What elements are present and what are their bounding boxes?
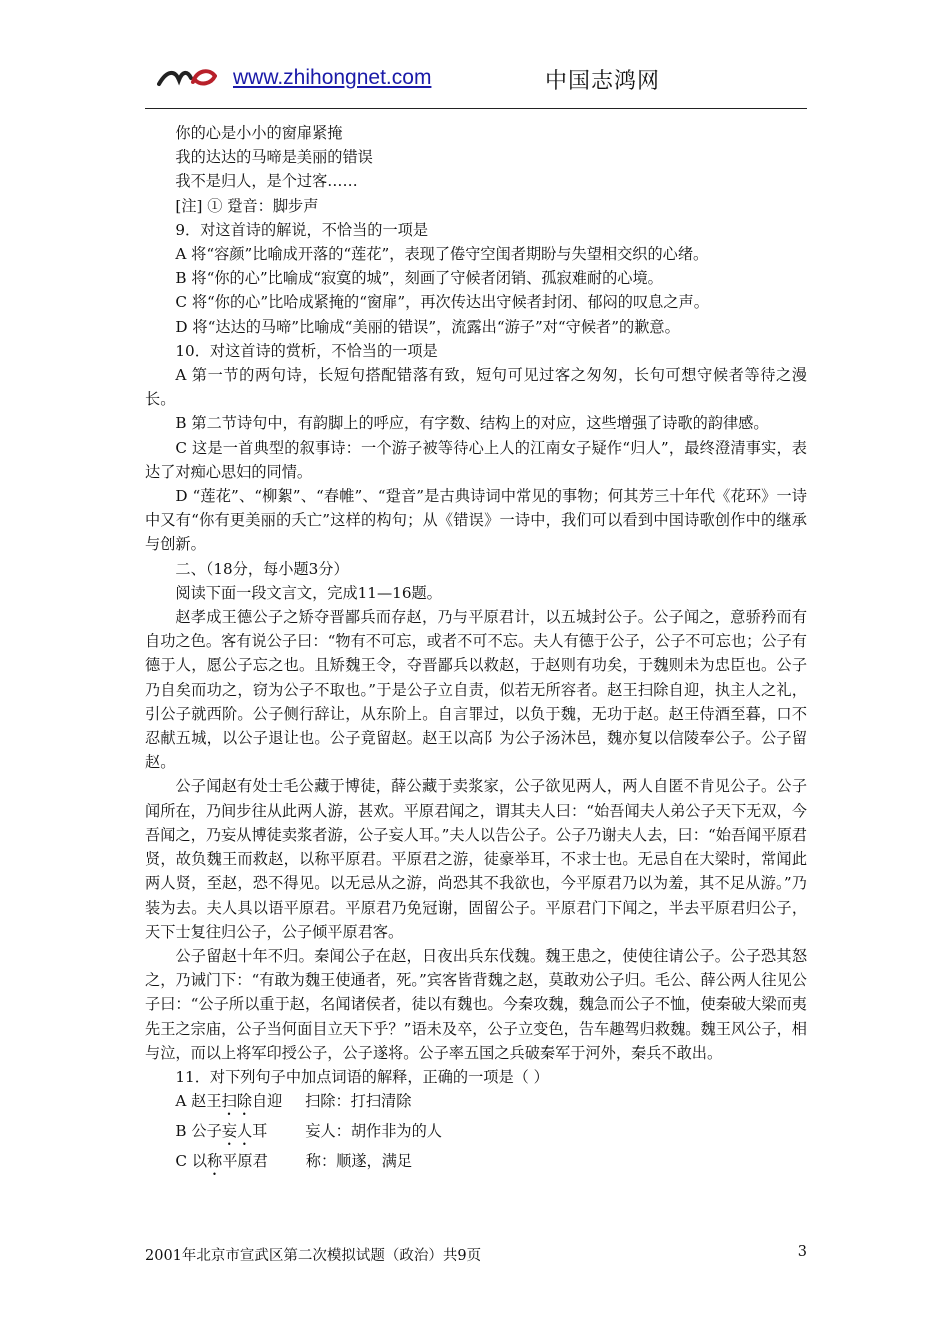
question-10-option-c: C 这是一首典型的叙事诗：一个游子被等待心上人的江南女子疑作“归人”，最终澄清事实，表达了对痴心思妇的同情。 (145, 438, 807, 481)
poem-line: 我的达达的马啼是美丽的错误 (175, 148, 373, 167)
question-10-option-b: B 第二节诗句中，有韵脚上的呼应，有字数、结构上的对应，这些增强了诗歌的韵律感。 (175, 414, 769, 433)
dotted-term: 称 (207, 1152, 223, 1171)
classical-text-paragraph: 赵孝成王德公子之矫夺晋鄙兵而存赵，乃与平原君计，以五城封公子。公子闻之，意骄矜而有自功之色。客有说公子曰：“物有不可忘，或者不可不忘。夫人有德于公子，公子不可忘也；公子有德于人，愿公子忘之也。且矫魏王令，夺晋鄙兵以救赵，于赵则有功矣，于魏则未为忠臣也。公子乃自矣而功之，窃为公子不取也。”于是公子立自责，似若无所容者。赵王扫除自迎，执主人之礼，引公子就西阶。公子侧行辞让，从东阶上。自言罪过，以负于魏，无功于赵。赵王侍酒至暮，口不忍献五城，以公子退让也。公子竟留赵。赵王以高阝为公子汤沐邑，魏亦复以信陵奉公子。公子留赵。 (145, 608, 807, 772)
term-gloss: 妄人：胡作非为的人 (305, 1122, 442, 1141)
site-url-link[interactable]: www.zhihongnet.com (233, 66, 432, 89)
section-2-title: 二、（18分，每小题3分） (175, 559, 349, 578)
page-header (145, 58, 807, 109)
question-10-option-d: D “莲花”、“柳絮”、“春帷”、“跫音”是古典诗词中常见的事物；何其芳三十年代《花环》一诗中又有“你有更美丽的夭亡”这样的构句；从《错误》一诗中，我们可以看到中国诗歌创作中的继承与创新。 (145, 487, 807, 554)
question-9-option-c: C 将“你的心”比哈成紧掩的“窗扉”，再次传达出守候者封闭、郁闷的叹息之声。 (175, 293, 709, 312)
question-11-option-c: C 以称平原君 称：顺遂，满足 (175, 1152, 413, 1171)
section-2-intro: 阅读下面一段文言文，完成11—16题。 (175, 583, 442, 602)
question-9-option-d: D 将“达达的马啼”比喻成“美丽的错误”，流露出“游子”对“守候者”的歉意。 (175, 317, 680, 336)
term-gloss: 称：顺遂，满足 (305, 1152, 413, 1171)
brush-logo-icon (157, 66, 217, 90)
page-number: 3 (797, 1244, 807, 1260)
question-10-option-a: A 第一节的两句诗，长短句搭配错落有致，短句可见过客之匆匆，长句可想守候者等待之漫长。 (145, 366, 807, 409)
question-11-stem: 11．对下列句子中加点词语的解释，正确的一项是（ ） (175, 1067, 549, 1086)
question-9-option-b: B 将“你的心”比喻成“寂寞的城”，刻画了守候者闭销、孤寂难耐的心境。 (175, 269, 663, 288)
dotted-term: 妄人 (221, 1122, 253, 1141)
classical-text-paragraph: 公子留赵十年不归。秦闻公子在赵，日夜出兵东伐魏。魏王患之，使使往请公子。公子恐其怒之，乃诫门下：“有敢为魏王使通者，死。”宾客皆背魏之赵，莫敢劝公子归。毛公、薛公两人往见公子曰：“公子所以重于赵，名闻诸侯者，徒以有魏也。今秦攻魏，魏急而公子不恤，使秦破大梁而夷先王之宗庙，公子当何面目立天下乎？”语未及卒，公子立变色，告车趣驾归救魏。魏王风公子，相与泣，而以上将军印授公子，公子遂将。公子率五国之兵破秦军于河外，秦兵不敢出。 (145, 946, 807, 1062)
term-gloss: 扫除：打扫清除 (305, 1092, 412, 1111)
question-11-option-a: A 赵王扫除自迎 扫除：打扫清除 (175, 1092, 412, 1111)
question-9-option-a: A 将“容颜”比喻成开落的“莲花”，表现了倦守空闺者期盼与失望相交织的心绪。 (175, 245, 709, 264)
site-name: 中国志鸿网 (545, 69, 661, 94)
question-10-stem: 10．对这首诗的赏析，不恰当的一项是 (175, 341, 438, 360)
document-body (145, 121, 807, 1179)
dotted-term: 扫除 (221, 1092, 252, 1111)
page-footer (145, 1244, 807, 1265)
question-11-option-b: B 公子妄人耳 妄人：胡作非为的人 (175, 1122, 442, 1141)
question-9-stem: 9．对这首诗的解说，不恰当的一项是 (175, 220, 429, 239)
footer-text: 2001年北京市宣武区第二次模拟试题（政治）共9页 (145, 1248, 482, 1264)
poem-note: [注] ① 跫音：脚步声 (175, 196, 319, 215)
poem-line: 你的心是小小的窗扉紧掩 (175, 124, 343, 142)
classical-text-paragraph: 公子闻赵有处士毛公藏于博徒，薛公藏于卖浆家，公子欲见两人，两人自匿不肯见公子。公子闻所在，乃间步往从此两人游，甚欢。平原君闻之，谓其夫人曰：“始吾闻夫人弟公子天下无双，今吾闻之，乃妄从博徒卖浆者游，公子妄人耳。”夫人以告公子。公子乃谢夫人去，曰：“始吾闻平原君贤，故负魏王而救赵，以称平原君。平原君之游，徒豪举耳，不求士也。无忌自在大梁时，常闻此两人贤，至赵，恐不得见。以无忌从之游，尚恐其不我欲也，今平原君乃以为羞，其不足从游。”乃装为去。夫人具以语平原君。平原君乃免冠谢，固留公子。平原君门下闻之，半去平原君归公子，天下士复往归公子，公子倾平原君客。 (145, 777, 807, 941)
poem-line: 我不是归人，是个过客…… (175, 172, 358, 191)
